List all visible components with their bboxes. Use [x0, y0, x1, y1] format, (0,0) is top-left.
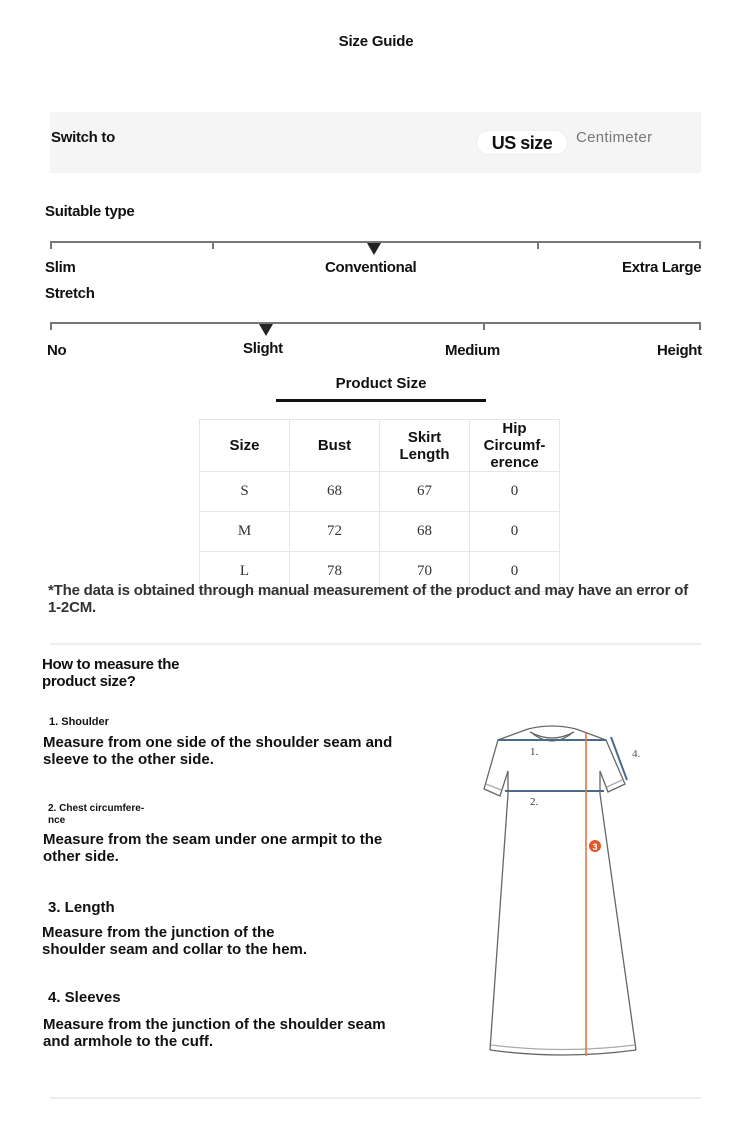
- dress-measurement-diagram: [480, 720, 655, 1065]
- scale-tick: [699, 322, 701, 330]
- cell-bust: 68: [290, 472, 380, 512]
- column-header-bust: Bust: [290, 420, 380, 472]
- step-3-title: 3. Length: [48, 899, 115, 916]
- selected-marker-icon: [259, 324, 273, 336]
- cell-hip: 0: [470, 512, 560, 552]
- cell-size: M: [200, 512, 290, 552]
- column-header-skirt-length: Skirt Length: [380, 420, 470, 472]
- cell-size: L: [200, 552, 290, 592]
- stretch-height: Height: [657, 342, 702, 359]
- step-4-desc: Measure from the junction of the shoulder seam and armhole to the cuff.: [43, 1016, 386, 1050]
- bottom-divider: [50, 1097, 701, 1099]
- column-header-size: Size: [200, 420, 290, 472]
- step-1-title: 1. Shoulder: [49, 716, 109, 728]
- table-header-row: [200, 420, 560, 472]
- stretch-no: No: [47, 342, 67, 359]
- chest-label: 2.: [530, 796, 539, 808]
- how-to-measure-title: How to measure the product size?: [42, 656, 180, 690]
- stretch-medium: Medium: [445, 342, 500, 359]
- measurement-note: *The data is obtained through manual measurement of the product and may have an error of 1-2CM.: [48, 582, 689, 616]
- selected-marker-icon: [367, 243, 381, 255]
- cell-hip: 0: [470, 552, 560, 592]
- cell-skirt-length: 67: [380, 472, 470, 512]
- size-table: [199, 419, 560, 592]
- suitable-type-slim: Slim: [45, 259, 76, 276]
- stretch-label: Stretch: [45, 285, 95, 302]
- column-header-hip: Hip Circumf- erence: [470, 420, 560, 472]
- stretch-scale: [50, 322, 700, 324]
- tab-active-underline: [276, 399, 486, 402]
- shoulder-label: 1.: [530, 746, 539, 758]
- cell-bust: 78: [290, 552, 380, 592]
- centimeter-option[interactable]: Centimeter: [576, 129, 653, 146]
- sleeve-label: 4.: [632, 748, 641, 760]
- page-title: Size Guide: [338, 33, 414, 50]
- suitable-type-conventional: Conventional: [325, 259, 417, 276]
- scale-tick: [212, 241, 214, 249]
- dress-outline-icon: [484, 726, 636, 1055]
- table-row: [200, 512, 560, 552]
- cell-hip: 0: [470, 472, 560, 512]
- us-size-option[interactable]: US size: [476, 130, 568, 155]
- cell-skirt-length: 70: [380, 552, 470, 592]
- cell-size: S: [200, 472, 290, 512]
- step-3-desc: Measure from the junction of the shoulder seam and collar to the hem.: [42, 924, 308, 958]
- switch-label: Switch to: [51, 129, 115, 146]
- step-2-title: 2. Chest circumfere- nce: [48, 803, 145, 826]
- table-row: [200, 472, 560, 512]
- step-2-desc: Measure from the seam under one armpit to the other side.: [43, 831, 383, 865]
- scale-tick: [50, 241, 52, 249]
- scale-tick: [50, 322, 52, 330]
- step-1-desc: Measure from one side of the shoulder seam and sleeve to the other side.: [43, 734, 393, 768]
- scale-tick: [699, 241, 701, 249]
- scale-tick: [537, 241, 539, 249]
- suitable-type-label: Suitable type: [45, 203, 135, 220]
- length-label: 3: [592, 842, 598, 852]
- tab-product-size[interactable]: Product Size: [335, 375, 427, 392]
- stretch-slight: Slight: [243, 340, 283, 357]
- cell-skirt-length: 68: [380, 512, 470, 552]
- scale-tick: [483, 322, 485, 330]
- step-4-title: 4. Sleeves: [48, 989, 121, 1006]
- suitable-type-extra-large: Extra Large: [622, 259, 702, 276]
- cell-bust: 72: [290, 512, 380, 552]
- section-divider: [50, 643, 701, 645]
